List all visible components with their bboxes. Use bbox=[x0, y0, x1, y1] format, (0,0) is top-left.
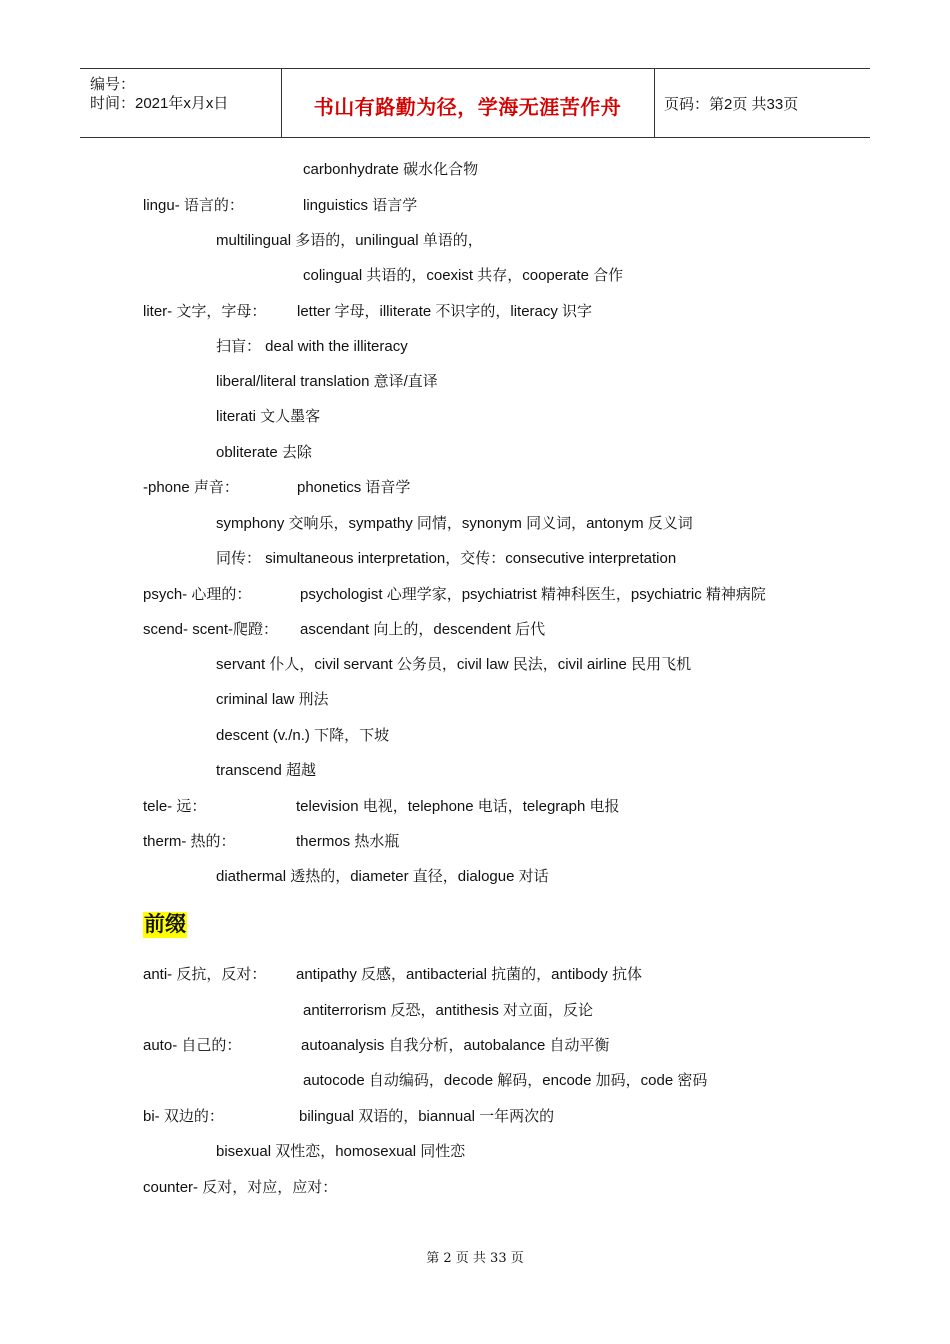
section-heading-prefix: 前缀 bbox=[144, 913, 186, 936]
vocab-line: transcend 超越 bbox=[216, 762, 317, 779]
root-term: auto- 自己的： bbox=[143, 1037, 242, 1054]
vocab-line: linguistics 语言学 bbox=[303, 197, 418, 214]
vocab-line: bilingual 双语的，biannual 一年两次的 bbox=[299, 1108, 555, 1125]
vocab-line: colingual 共语的，coexist 共存，cooperate 合作 bbox=[303, 267, 624, 284]
vocab-line: descent (v./n.) 下降，下坡 bbox=[216, 727, 390, 744]
vocab-line: television 电视，telephone 电话，telegraph 电报 bbox=[296, 798, 620, 815]
vocab-line: literati 文人墨客 bbox=[216, 408, 321, 425]
vocab-line: liberal/literal translation 意译/直译 bbox=[216, 373, 438, 390]
root-term: lingu- 语言的： bbox=[143, 197, 244, 214]
header-info-cell bbox=[80, 69, 282, 137]
root-term: scend- scent-爬蹬： bbox=[143, 621, 279, 638]
document-time-label: 时间：2021年x月x日 bbox=[90, 95, 229, 112]
root-term: tele- 远： bbox=[143, 798, 207, 815]
header-page-cell bbox=[655, 69, 870, 137]
page-header bbox=[80, 68, 870, 138]
header-page-info: 页码：第2页 共33页 bbox=[664, 96, 799, 113]
root-term: therm- 热的： bbox=[143, 833, 236, 850]
vocab-line: 同传： simultaneous interpretation，交传：consecutive interpretation bbox=[216, 550, 677, 567]
header-motto: 书山有路勤为径，学海无涯苦作舟 bbox=[313, 97, 622, 119]
root-term: bi- 双边的： bbox=[143, 1108, 224, 1125]
vocab-line: autoanalysis 自我分析，autobalance 自动平衡 bbox=[301, 1037, 610, 1054]
vocab-line: diathermal 透热的，diameter 直径，dialogue 对话 bbox=[216, 868, 549, 885]
vocab-line: bisexual 双性恋，homosexual 同性恋 bbox=[216, 1143, 466, 1160]
vocab-line: multilingual 多语的，unilingual 单语的， bbox=[216, 232, 483, 249]
vocab-line: carbonhydrate 碳水化合物 bbox=[303, 161, 479, 178]
root-term: anti- 反抗，反对： bbox=[143, 966, 267, 983]
page-footer: 第 2 页 共 33 页 bbox=[426, 1251, 524, 1266]
vocab-line: servant 仆人，civil servant 公务员，civil law 民法，civil airline 民用飞机 bbox=[216, 656, 692, 673]
document-number-label: 编号： bbox=[90, 76, 136, 93]
root-term: liter- 文字，字母： bbox=[143, 303, 267, 320]
header-motto-cell bbox=[281, 69, 655, 137]
vocab-line: phonetics 语音学 bbox=[297, 479, 411, 496]
vocab-line: 扫盲： deal with the illiteracy bbox=[216, 338, 408, 355]
vocab-line: letter 字母，illiterate 不识字的，literacy 识字 bbox=[297, 303, 593, 320]
vocab-line: ascendant 向上的，descendent 后代 bbox=[300, 621, 546, 638]
vocab-line: antiterrorism 反恐，antithesis 对立面，反论 bbox=[303, 1002, 594, 1019]
vocab-line: antipathy 反感，antibacterial 抗菌的，antibody 抗体 bbox=[296, 966, 642, 983]
root-term: -phone 声音： bbox=[143, 479, 239, 496]
root-term: counter- 反对，对应，应对： bbox=[143, 1179, 338, 1196]
vocab-line: symphony 交响乐，sympathy 同情，synonym 同义词，antonym 反义词 bbox=[216, 515, 693, 532]
vocab-line: psychologist 心理学家，psychiatrist 精神科医生，psychiatric 精神病院 bbox=[300, 586, 766, 603]
vocab-line: criminal law 刑法 bbox=[216, 691, 329, 708]
vocab-line: obliterate 去除 bbox=[216, 444, 312, 461]
root-term: psych- 心理的： bbox=[143, 586, 252, 603]
vocab-line: thermos 热水瓶 bbox=[296, 833, 400, 850]
vocab-line: autocode 自动编码，decode 解码，encode 加码，code 密码 bbox=[303, 1072, 708, 1089]
